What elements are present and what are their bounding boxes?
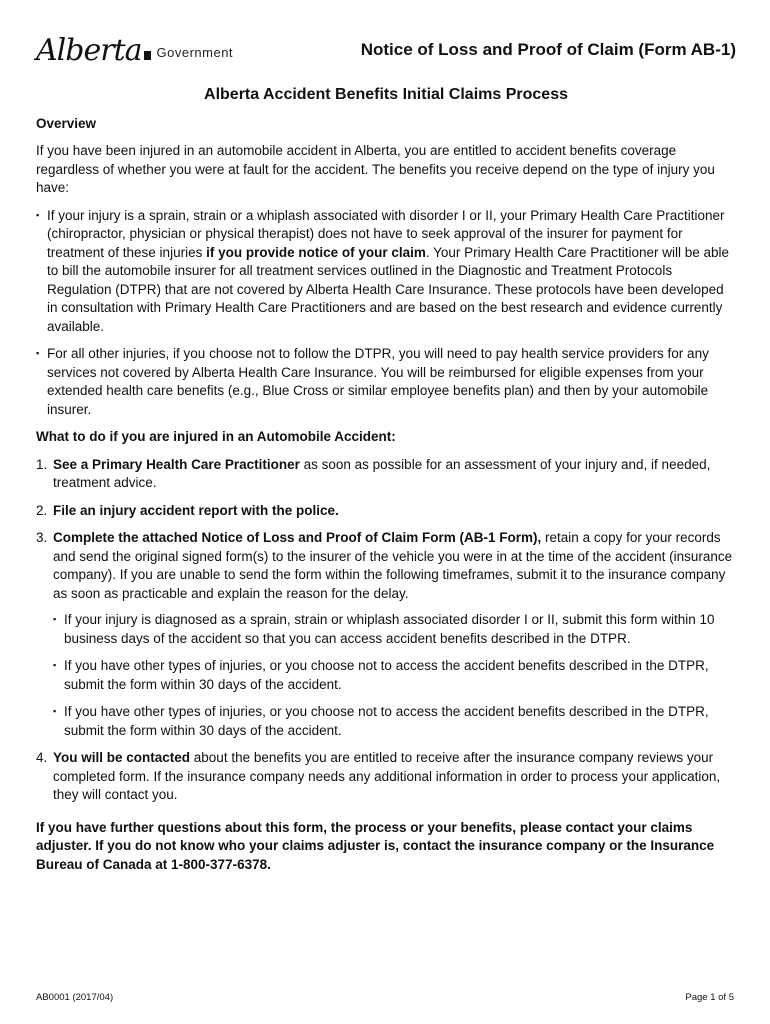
what-to-do-heading: What to do if you are injured in an Automobile Accident: [36, 429, 396, 444]
page-number: Page 1 of 5 [685, 992, 734, 1003]
step-number: 2. [36, 502, 48, 518]
step-4 [36, 749, 736, 805]
bullet-emphasis: if you provide notice of your claim [206, 244, 426, 260]
step-number: 3. [36, 530, 48, 545]
step-number: 4. [36, 750, 48, 765]
alberta-government-logo [36, 26, 233, 66]
step-emphasis: Complete the attached Notice of Loss and Proof of Claim Form (AB-1 Form), [53, 530, 542, 545]
document-body [36, 86, 736, 883]
step-emphasis: See a Primary Health Care Practitioner [53, 456, 300, 472]
step-3-sub-list [53, 611, 736, 740]
overview-bullet-other [36, 345, 736, 419]
overview-intro: If you have been injured in an automobile accident in Alberta, you are entitled to accident benefits coverage regardless of whether you were at fault for the accident. The benefits you receive depend on the type of injury you have: [36, 143, 715, 195]
bullet-text: . Your Primary Health Care Practitioner will be able to bill the automobile insurer for all treatment services outlined in the Diagnostic and Treatment Protocols Regulation (DTPR) that are not covered by Alberta Health Care Insurance. These protocols have been developed in consultation with Primary Health Care Practitioners and are based on the best research and evidence currently available. [47, 244, 730, 334]
page-header [36, 26, 736, 68]
bullet-text: For all other injuries, if you choose not to follow the DTPR, you will need to pay health service providers for any services not covered by Alberta Health Care Insurance. You will be reimbursed for eligible expenses from your extended health care benefits (e.g., Blue Cross or similar employee benefits plan) and then by your automobile insurer. [47, 346, 709, 417]
step-text: about the benefits you are entitled to receive after the insurance company reviews your completed form. If the insurance company needs any additional information in order to process your application, they will contact you. [53, 750, 721, 802]
steps-list [36, 456, 736, 805]
logo-flag-mark [144, 51, 151, 60]
step-emphasis: You will be contacted [53, 750, 191, 765]
step-2 [36, 502, 736, 521]
step-number: 1. [36, 456, 48, 472]
step-text: as soon as possible for an assessment of your injury and, if needed, treatment advice. [53, 456, 711, 490]
step-3-sub-bullet: ▪ If you have other types of injuries, or you choose not to access the accident benefits described in the DTPR, submit the form within 30 days of the accident. [53, 657, 736, 694]
overview-bullet-list [36, 207, 736, 420]
bullet-text: If your injury is a sprain, strain or a whiplash associated with disorder I or II, your Primary Health Care Practitioner (chiropractor, physician or physical therapist) does not have to seek approval of the insurer for payment for treatment of these injuries [47, 207, 725, 260]
step-text: retain a copy for your records and send the original signed form(s) to the insurer of the vehicle you were in at the time of the accident (insurance company). If you are unable to send the form within the following timeframes, submit it to the insurance company as soon as practicable and explain the reason for the delay. [53, 530, 733, 601]
logo-wordmark: Alberta [36, 33, 142, 68]
overview-bullet-sprain [36, 207, 736, 337]
logo-government-text: Government [156, 45, 234, 60]
closing-contact-note: If you have further questions about this form, the process or your benefits, please contact your claims adjuster. If you do not know who your claims adjuster is, contact the insurance company or the Insurance Bureau of Canada at 1-800-377-6378. [36, 819, 715, 872]
step-3-sub-bullet: ▪ If you have other types of injuries, or you choose not to access the accident benefits described in the DTPR, submit the form within 30 days of the accident. [53, 703, 736, 740]
overview-heading: Overview [36, 115, 97, 131]
main-heading: Alberta Accident Benefits Initial Claims Process [204, 86, 568, 103]
step-3 [36, 529, 736, 740]
form-title: Notice of Loss and Proof of Claim (Form AB-1) [360, 40, 736, 59]
step-emphasis: File an injury accident report with the police. [53, 502, 339, 518]
form-code: AB0001 (2017/04) [36, 992, 114, 1003]
step-1 [36, 456, 736, 493]
step-3-sub-bullet: ▪ If your injury is diagnosed as a sprain, strain or whiplash associated disorder I or II, submit this form within 10 business days of the accident so that you can access accident benefits described in the DTPR. [53, 611, 736, 648]
